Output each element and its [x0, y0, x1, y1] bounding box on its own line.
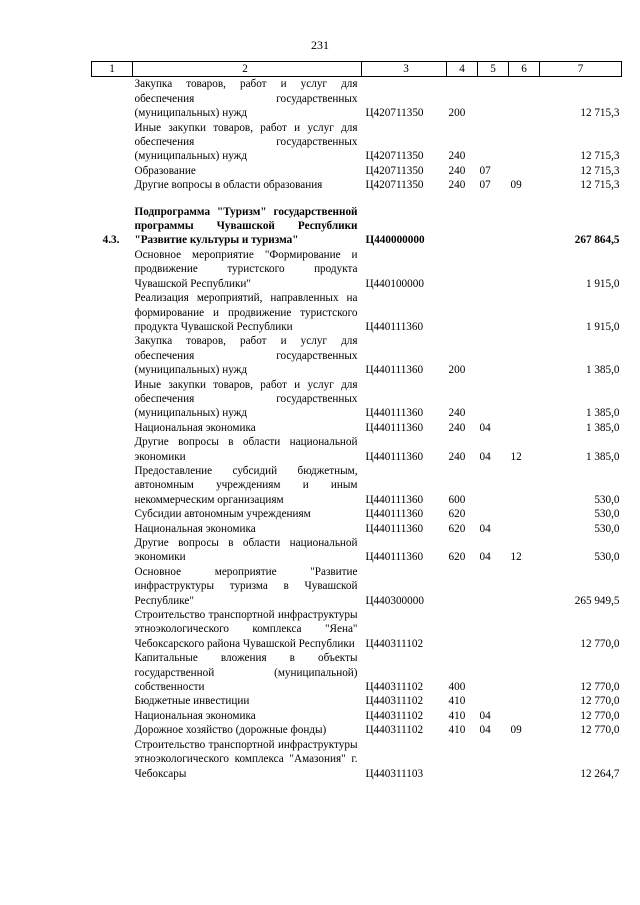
row-subsection: 12 — [510, 450, 522, 463]
row-expense-type: 620 — [448, 508, 466, 521]
table-row — [92, 723, 622, 737]
row-code: Ц420711350 — [365, 107, 424, 120]
row-number — [92, 608, 133, 651]
row-section — [478, 291, 509, 334]
row-expense-type — [447, 248, 478, 291]
row-section — [478, 121, 509, 164]
table-row — [92, 565, 622, 608]
row-expense-type: 240 — [448, 179, 466, 192]
row-expense-type — [447, 608, 478, 651]
table-row — [92, 77, 622, 121]
row-subsection — [509, 248, 540, 291]
row-code: Ц420711350 — [365, 150, 424, 163]
row-section — [478, 608, 509, 651]
row-sum: 12 770,0 — [580, 695, 620, 708]
row-name: Основное мероприятие "Формирование и продвижение туристского продукта Чувашской Республики" — [134, 248, 358, 290]
row-name: Строительство транспортной инфраструктуры этноэкологического комплекса "Яена" Чебоксарского района Чувашской Республики — [134, 609, 358, 650]
row-number — [92, 565, 133, 608]
table-row — [92, 507, 622, 521]
row-number — [92, 77, 133, 121]
row-section: 04 — [479, 551, 491, 564]
row-sum: 12 770,0 — [580, 709, 620, 722]
table-row — [92, 694, 622, 708]
row-number — [92, 178, 133, 192]
row-section — [478, 507, 509, 521]
row-code: Ц440311102 — [365, 724, 424, 737]
row-code: Ц440000000 — [365, 234, 425, 247]
row-section — [478, 77, 509, 121]
row-expense-type — [447, 205, 478, 248]
row-name: Капитальные вложения в объекты государственной (муниципальной) собственности — [134, 652, 358, 694]
row-name: Закупка товаров, работ и услуг для обеспечения государственных (муниципальных) нужд — [134, 335, 358, 377]
row-subsection: 09 — [510, 179, 522, 192]
row-name: Бюджетные инвестиции — [134, 695, 250, 708]
table-row — [92, 536, 622, 565]
table-row — [92, 378, 622, 421]
table-row — [92, 291, 622, 334]
row-section — [478, 205, 509, 248]
row-sum: 12 770,0 — [580, 681, 620, 694]
row-name: Реализация мероприятий, направленных на формирование и продвижение туристского продукта Чувашской Республики — [134, 292, 358, 333]
row-expense-type — [447, 738, 478, 781]
row-number — [92, 709, 133, 723]
row-sum: 265 949,5 — [574, 594, 620, 607]
row-name: Подпрограмма "Туризм" государственной программы Чувашской Республики "Развитие культуры и туризма" — [134, 205, 358, 247]
row-code: Ц440111360 — [365, 493, 424, 506]
column-header-section: 5 — [478, 62, 509, 77]
table-row — [92, 608, 622, 651]
spacer-row — [92, 193, 622, 205]
row-subsection — [509, 709, 540, 723]
table-row — [92, 121, 622, 164]
row-subsection — [509, 738, 540, 781]
row-sum: 1 385,0 — [585, 421, 620, 434]
row-subsection — [509, 77, 540, 121]
row-subsection — [509, 694, 540, 708]
column-header-code: 3 — [362, 62, 447, 77]
row-name: Другие вопросы в области национальной экономики — [134, 436, 358, 463]
row-sum: 530,0 — [594, 508, 620, 521]
table-row — [92, 248, 622, 291]
row-code: Ц440111360 — [365, 320, 424, 333]
row-section: 04 — [479, 709, 491, 722]
row-number — [92, 694, 133, 708]
row-code: Ц440111360 — [365, 364, 424, 377]
row-subsection — [509, 291, 540, 334]
row-name: Национальная экономика — [134, 522, 256, 535]
row-sum: 12 715,3 — [580, 107, 620, 120]
table-row — [92, 164, 622, 178]
row-number — [92, 435, 133, 464]
row-subsection — [509, 378, 540, 421]
row-number — [92, 291, 133, 334]
row-section — [478, 464, 509, 507]
row-subsection — [509, 651, 540, 694]
table-row — [92, 651, 622, 694]
row-expense-type: 410 — [448, 695, 466, 708]
row-section: 07 — [479, 164, 491, 177]
row-number — [92, 651, 133, 694]
row-subsection — [509, 608, 540, 651]
row-section: 07 — [479, 179, 491, 192]
row-sum: 12 770,0 — [580, 637, 620, 650]
row-expense-type — [447, 565, 478, 608]
row-code: Ц440311102 — [365, 709, 424, 722]
row-sum: 1 915,0 — [585, 277, 620, 290]
row-code: Ц440111360 — [365, 450, 424, 463]
row-name: Иные закупки товаров, работ и услуг для обеспечения государственных (муниципальных) нужд — [134, 121, 358, 163]
row-expense-type: 200 — [448, 107, 466, 120]
row-subsection — [509, 121, 540, 164]
row-subsection: 09 — [510, 724, 522, 737]
row-subsection — [509, 164, 540, 178]
row-code: Ц440111360 — [365, 508, 424, 521]
row-name: Другие вопросы в области национальной экономики — [134, 537, 358, 564]
budget-table — [91, 61, 622, 781]
row-number — [92, 121, 133, 164]
table-row — [92, 738, 622, 781]
row-subsection — [509, 522, 540, 536]
row-expense-type: 620 — [448, 551, 466, 564]
column-header-name: 2 — [133, 62, 362, 77]
row-section — [478, 378, 509, 421]
row-subsection: 12 — [510, 551, 522, 564]
row-expense-type: 240 — [448, 450, 466, 463]
row-expense-type: 240 — [448, 150, 466, 163]
table-row — [92, 178, 622, 192]
row-sum: 12 715,3 — [580, 164, 620, 177]
row-section: 04 — [479, 421, 491, 434]
row-section — [478, 738, 509, 781]
row-number — [92, 378, 133, 421]
row-expense-type: 620 — [448, 522, 466, 535]
table-row — [92, 334, 622, 377]
table-row — [92, 464, 622, 507]
row-number — [92, 248, 133, 291]
row-section: 04 — [479, 450, 491, 463]
row-sum: 1 385,0 — [585, 450, 620, 463]
page-number: 231 — [311, 38, 329, 52]
row-expense-type: 200 — [448, 364, 466, 377]
row-expense-type: 240 — [448, 407, 466, 420]
row-subsection — [509, 565, 540, 608]
row-number — [92, 723, 133, 737]
row-number — [92, 421, 133, 435]
column-header-subsection: 6 — [509, 62, 540, 77]
row-expense-type: 600 — [448, 493, 466, 506]
row-code: Ц440300000 — [365, 594, 424, 607]
row-name: Образование — [134, 164, 196, 177]
row-code: Ц440311102 — [365, 681, 424, 694]
row-code: Ц420711350 — [365, 179, 424, 192]
table-header-row — [92, 62, 622, 77]
table-row — [92, 205, 622, 248]
row-code: Ц440311102 — [365, 637, 424, 650]
row-subsection — [509, 334, 540, 377]
table-row — [92, 709, 622, 723]
row-section — [478, 651, 509, 694]
table-row — [92, 435, 622, 464]
row-number — [92, 507, 133, 521]
row-name: Строительство транспортной инфраструктуры этноэкологического комплекса "Амазония" г. Чебоксары — [134, 738, 358, 780]
row-subsection — [509, 205, 540, 248]
row-expense-type — [447, 291, 478, 334]
row-code: Ц440311102 — [365, 695, 424, 708]
row-sum: 530,0 — [594, 522, 620, 535]
column-header-sum: 7 — [540, 62, 622, 77]
row-sum: 12 715,3 — [580, 150, 620, 163]
row-code: Ц440111360 — [365, 407, 424, 420]
row-name: Предоставление субсидий бюджетным, автономным учреждениям и иным некоммерческим организациям — [134, 464, 358, 506]
row-number — [92, 536, 133, 565]
row-name: Национальная экономика — [134, 421, 256, 434]
row-code: Ц440100000 — [365, 277, 424, 290]
row-expense-type: 400 — [448, 681, 466, 694]
column-header-expense-type: 4 — [447, 62, 478, 77]
column-header-number: 1 — [92, 62, 133, 77]
row-subsection — [509, 464, 540, 507]
row-subsection — [509, 507, 540, 521]
row-name: Закупка товаров, работ и услуг для обеспечения государственных (муниципальных) нужд — [134, 78, 358, 120]
row-sum: 1 385,0 — [585, 364, 620, 377]
row-sum: 530,0 — [594, 551, 620, 564]
row-name: Национальная экономика — [134, 709, 256, 722]
row-expense-type: 240 — [448, 421, 466, 434]
table-row — [92, 421, 622, 435]
row-sum: 12 715,3 — [580, 179, 620, 192]
row-number — [92, 164, 133, 178]
row-section: 04 — [479, 724, 491, 737]
row-name: Субсидии автономным учреждениям — [134, 508, 311, 521]
row-section — [478, 565, 509, 608]
row-sum: 1 385,0 — [585, 407, 620, 420]
row-sum: 267 864,5 — [574, 234, 620, 247]
row-subsection — [509, 421, 540, 435]
row-number — [92, 334, 133, 377]
row-name: Иные закупки товаров, работ и услуг для обеспечения государственных (муниципальных) нужд — [134, 378, 358, 420]
row-code: Ц440111360 — [365, 551, 424, 564]
row-expense-type: 240 — [448, 164, 466, 177]
row-number — [92, 464, 133, 507]
row-sum: 530,0 — [594, 493, 620, 506]
row-number — [92, 738, 133, 781]
row-sum: 12 264,7 — [580, 767, 620, 780]
row-number: 4.3. — [102, 234, 120, 247]
row-sum: 1 915,0 — [585, 320, 620, 333]
row-code: Ц440311103 — [365, 767, 424, 780]
table-row — [92, 522, 622, 536]
row-expense-type: 410 — [448, 724, 466, 737]
row-code: Ц440111360 — [365, 421, 424, 434]
row-name: Дорожное хозяйство (дорожные фонды) — [134, 724, 327, 737]
row-section — [478, 248, 509, 291]
row-name: Основное мероприятие "Развитие инфраструктуры туризма в Чувашской Республике" — [134, 565, 358, 607]
row-number — [92, 522, 133, 536]
row-section: 04 — [479, 522, 491, 535]
row-code: Ц440111360 — [365, 522, 424, 535]
table-body — [92, 77, 622, 781]
row-sum: 12 770,0 — [580, 724, 620, 737]
row-name: Другие вопросы в области образования — [134, 179, 323, 192]
row-section — [478, 334, 509, 377]
row-code: Ц420711350 — [365, 164, 424, 177]
row-section — [478, 694, 509, 708]
row-expense-type: 410 — [448, 709, 466, 722]
